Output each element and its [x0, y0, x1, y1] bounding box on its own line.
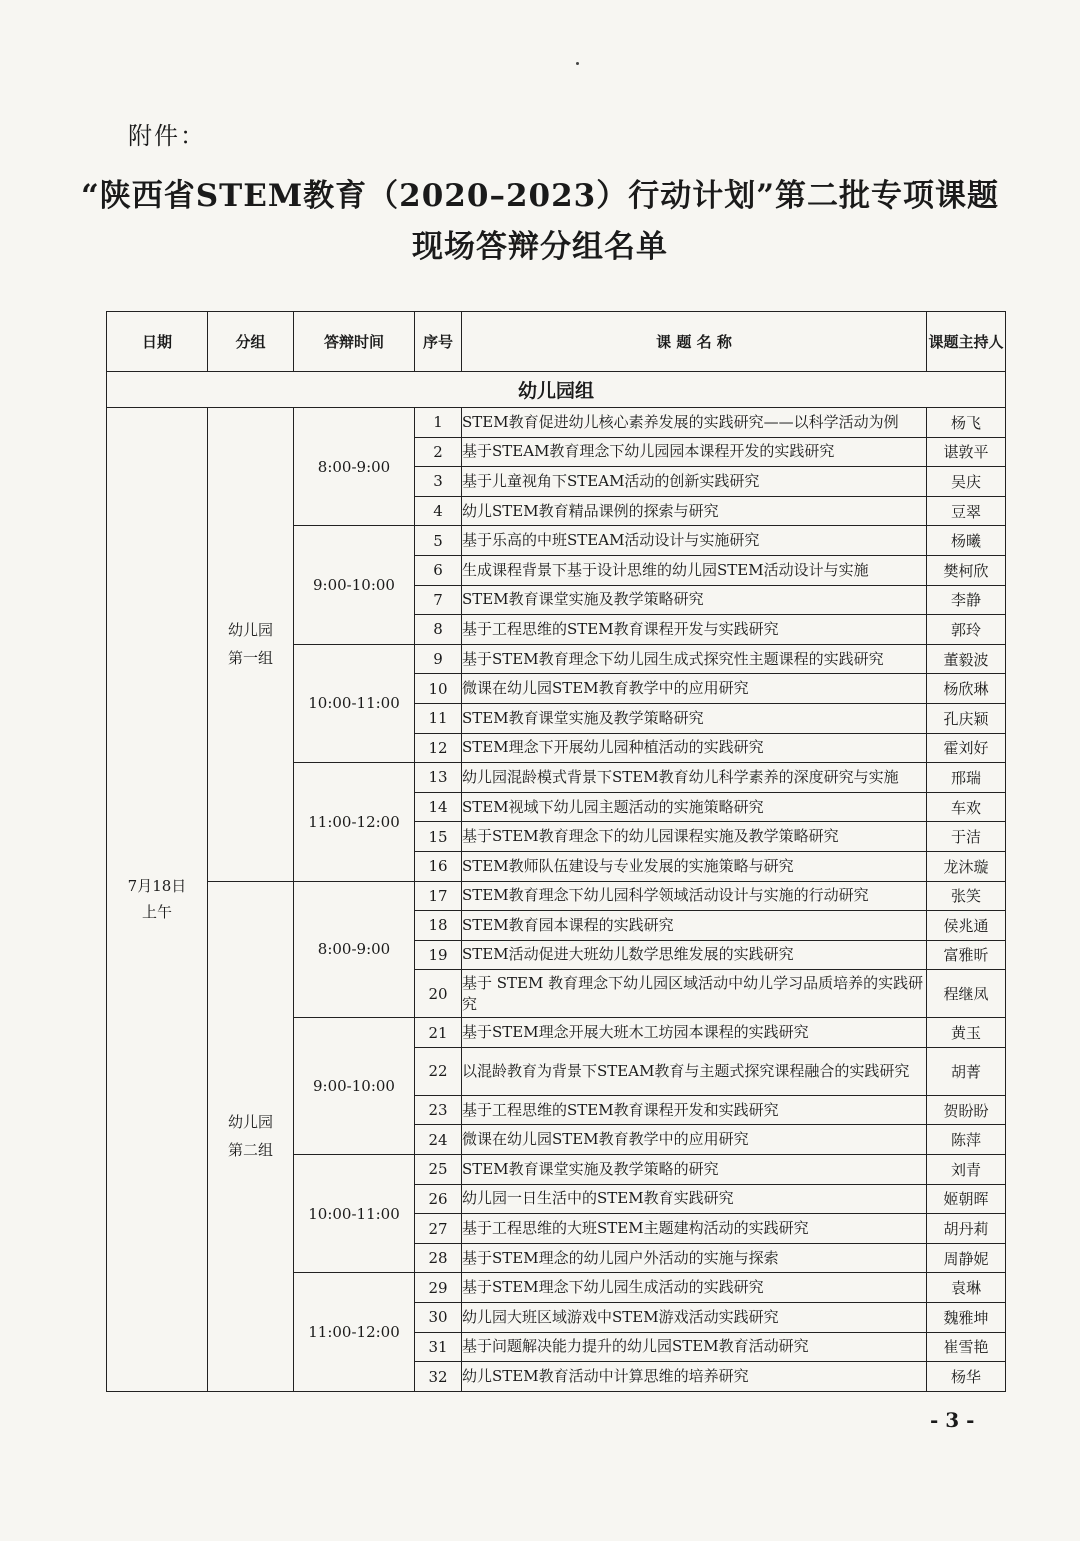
seq-cell: 30 — [415, 1303, 462, 1333]
seq-cell: 11 — [415, 703, 462, 733]
topic-cell: STEM教育理念下幼儿园科学领域活动设计与实施的行动研究 — [462, 881, 927, 911]
attachment-label: 附件： — [128, 122, 206, 150]
seq-cell: 12 — [415, 733, 462, 763]
document-subtitle: 现场答辩分组名单 — [412, 229, 668, 265]
topic-cell: 基于乐高的中班STEAM活动设计与实施研究 — [462, 526, 927, 556]
seq-cell: 4 — [415, 496, 462, 526]
topic-cell: 幼儿园混龄模式背景下STEM教育幼儿科学素养的深度研究与实施 — [462, 763, 927, 793]
topic-cell: 基于STEM教育理念下幼儿园生成式探究性主题课程的实践研究 — [462, 644, 927, 674]
seq-cell: 32 — [415, 1362, 462, 1392]
time-slot-cell: 8:00-9:00 — [294, 408, 415, 526]
host-cell: 杨飞 — [927, 408, 1006, 438]
host-cell: 吴庆 — [927, 467, 1006, 497]
host-cell: 谌敦平 — [927, 437, 1006, 467]
host-cell: 郭玲 — [927, 615, 1006, 645]
seq-cell: 29 — [415, 1273, 462, 1303]
host-cell: 董毅波 — [927, 644, 1006, 674]
section-row — [107, 372, 1006, 408]
topic-cell: 基于问题解决能力提升的幼儿园STEM教育活动研究 — [462, 1332, 927, 1362]
header-host: 课题主持人 — [927, 312, 1006, 372]
seq-cell: 8 — [415, 615, 462, 645]
time-slot-cell: 8:00-9:00 — [294, 881, 415, 1018]
seq-cell: 14 — [415, 792, 462, 822]
seq-cell: 15 — [415, 822, 462, 852]
seq-cell: 26 — [415, 1184, 462, 1214]
host-cell: 车欢 — [927, 792, 1006, 822]
header-row — [107, 312, 1006, 372]
host-cell: 魏雅坤 — [927, 1303, 1006, 1333]
schedule-table — [106, 311, 1006, 1392]
date-cell: 7月18日上午 — [107, 408, 208, 1392]
seq-cell: 6 — [415, 555, 462, 585]
host-cell: 贺盼盼 — [927, 1095, 1006, 1125]
topic-cell: 基于工程思维的大班STEM主题建构活动的实践研究 — [462, 1214, 927, 1244]
topic-cell: STEM教育促进幼儿核心素养发展的实践研究——以科学活动为例 — [462, 408, 927, 438]
section-title: 幼儿园组 — [107, 372, 1006, 408]
topic-cell: STEM活动促进大班幼儿数学思维发展的实践研究 — [462, 940, 927, 970]
topic-cell: 幼儿园大班区域游戏中STEM游戏活动实践研究 — [462, 1303, 927, 1333]
seq-cell: 10 — [415, 674, 462, 704]
time-slot-cell: 11:00-12:00 — [294, 763, 415, 881]
seq-cell: 16 — [415, 851, 462, 881]
host-cell: 陈萍 — [927, 1125, 1006, 1155]
host-cell: 李静 — [927, 585, 1006, 615]
host-cell: 樊柯欣 — [927, 555, 1006, 585]
topic-cell: 基于STEAM教育理念下幼儿园园本课程开发的实践研究 — [462, 437, 927, 467]
host-cell: 于洁 — [927, 822, 1006, 852]
seq-cell: 7 — [415, 585, 462, 615]
seq-cell: 17 — [415, 881, 462, 911]
host-cell: 孔庆颖 — [927, 703, 1006, 733]
topic-cell: STEM教育课堂实施及教学策略研究 — [462, 703, 927, 733]
topic-cell: 生成课程背景下基于设计思维的幼儿园STEM活动设计与实施 — [462, 555, 927, 585]
time-slot-cell: 10:00-11:00 — [294, 644, 415, 762]
host-cell: 豆翠 — [927, 496, 1006, 526]
host-cell: 程继凤 — [927, 970, 1006, 1018]
header-topic: 课 题 名 称 — [462, 312, 927, 372]
seq-cell: 5 — [415, 526, 462, 556]
host-cell: 富雅昕 — [927, 940, 1006, 970]
topic-cell: STEM视域下幼儿园主题活动的实施策略研究 — [462, 792, 927, 822]
document-title: “陕西省STEM教育（2020–2023）行动计划”第二批专项课题 — [80, 178, 1000, 214]
host-cell: 刘青 — [927, 1155, 1006, 1185]
host-cell: 杨华 — [927, 1362, 1006, 1392]
topic-cell: 基于STEM理念下幼儿园生成活动的实践研究 — [462, 1273, 927, 1303]
seq-cell: 18 — [415, 911, 462, 941]
scan-dot — [576, 62, 579, 65]
topic-cell: 基于工程思维的STEM教育课程开发和实践研究 — [462, 1095, 927, 1125]
topic-cell: 幼儿园一日生活中的STEM教育实践研究 — [462, 1184, 927, 1214]
topic-cell: STEM教育课堂实施及教学策略的研究 — [462, 1155, 927, 1185]
topic-cell: STEM教育园本课程的实践研究 — [462, 911, 927, 941]
seq-cell: 1 — [415, 408, 462, 438]
topic-cell: STEM教师队伍建设与专业发展的实施策略与研究 — [462, 851, 927, 881]
group-cell: 幼儿园第二组 — [208, 881, 294, 1391]
host-cell: 袁琳 — [927, 1273, 1006, 1303]
seq-cell: 19 — [415, 940, 462, 970]
host-cell: 胡丹莉 — [927, 1214, 1006, 1244]
host-cell: 霍刘好 — [927, 733, 1006, 763]
topic-cell: 基于STEM教育理念下的幼儿园课程实施及教学策略研究 — [462, 822, 927, 852]
seq-cell: 3 — [415, 467, 462, 497]
header-group: 分组 — [208, 312, 294, 372]
seq-cell: 25 — [415, 1155, 462, 1185]
host-cell: 杨曦 — [927, 526, 1006, 556]
topic-cell: STEM教育课堂实施及教学策略研究 — [462, 585, 927, 615]
topic-cell: 基于儿童视角下STEAM活动的创新实践研究 — [462, 467, 927, 497]
table-row — [107, 881, 1006, 911]
host-cell: 崔雪艳 — [927, 1332, 1006, 1362]
seq-cell: 20 — [415, 970, 462, 1018]
topic-cell: STEM理念下开展幼儿园种植活动的实践研究 — [462, 733, 927, 763]
topic-cell: 基于工程思维的STEM教育课程开发与实践研究 — [462, 615, 927, 645]
host-cell: 侯兆通 — [927, 911, 1006, 941]
host-cell: 黄玉 — [927, 1018, 1006, 1048]
time-slot-cell: 9:00-10:00 — [294, 1018, 415, 1155]
topic-cell: 微课在幼儿园STEM教育教学中的应用研究 — [462, 674, 927, 704]
page-number: - 3 - — [930, 1408, 975, 1432]
host-cell: 张笑 — [927, 881, 1006, 911]
topic-cell: 幼儿STEM教育活动中计算思维的培养研究 — [462, 1362, 927, 1392]
topic-cell: 基于 STEM 教育理念下幼儿园区域活动中幼儿学习品质培养的实践研究 — [462, 970, 927, 1018]
seq-cell: 31 — [415, 1332, 462, 1362]
topic-cell: 基于STEM理念开展大班木工坊园本课程的实践研究 — [462, 1018, 927, 1048]
seq-cell: 2 — [415, 437, 462, 467]
seq-cell: 9 — [415, 644, 462, 674]
topic-cell: 以混龄教育为背景下STEAM教育与主题式探究课程融合的实践研究 — [462, 1047, 927, 1095]
time-slot-cell: 9:00-10:00 — [294, 526, 415, 644]
seq-cell: 28 — [415, 1243, 462, 1273]
host-cell: 杨欣琳 — [927, 674, 1006, 704]
seq-cell: 13 — [415, 763, 462, 793]
header-time: 答辩时间 — [294, 312, 415, 372]
host-cell: 姬朝晖 — [927, 1184, 1006, 1214]
topic-cell: 幼儿STEM教育精品课例的探索与研究 — [462, 496, 927, 526]
topic-cell: 基于STEM理念的幼儿园户外活动的实施与探索 — [462, 1243, 927, 1273]
topic-cell: 微课在幼儿园STEM教育教学中的应用研究 — [462, 1125, 927, 1155]
seq-cell: 22 — [415, 1047, 462, 1095]
header-seq: 序号 — [415, 312, 462, 372]
time-slot-cell: 11:00-12:00 — [294, 1273, 415, 1391]
seq-cell: 27 — [415, 1214, 462, 1244]
host-cell: 周静妮 — [927, 1243, 1006, 1273]
seq-cell: 23 — [415, 1095, 462, 1125]
host-cell: 胡菁 — [927, 1047, 1006, 1095]
host-cell: 龙沐璇 — [927, 851, 1006, 881]
seq-cell: 24 — [415, 1125, 462, 1155]
table-row — [107, 408, 1006, 438]
host-cell: 邢瑞 — [927, 763, 1006, 793]
seq-cell: 21 — [415, 1018, 462, 1048]
group-cell: 幼儿园第一组 — [208, 408, 294, 882]
header-date: 日期 — [107, 312, 208, 372]
time-slot-cell: 10:00-11:00 — [294, 1155, 415, 1273]
